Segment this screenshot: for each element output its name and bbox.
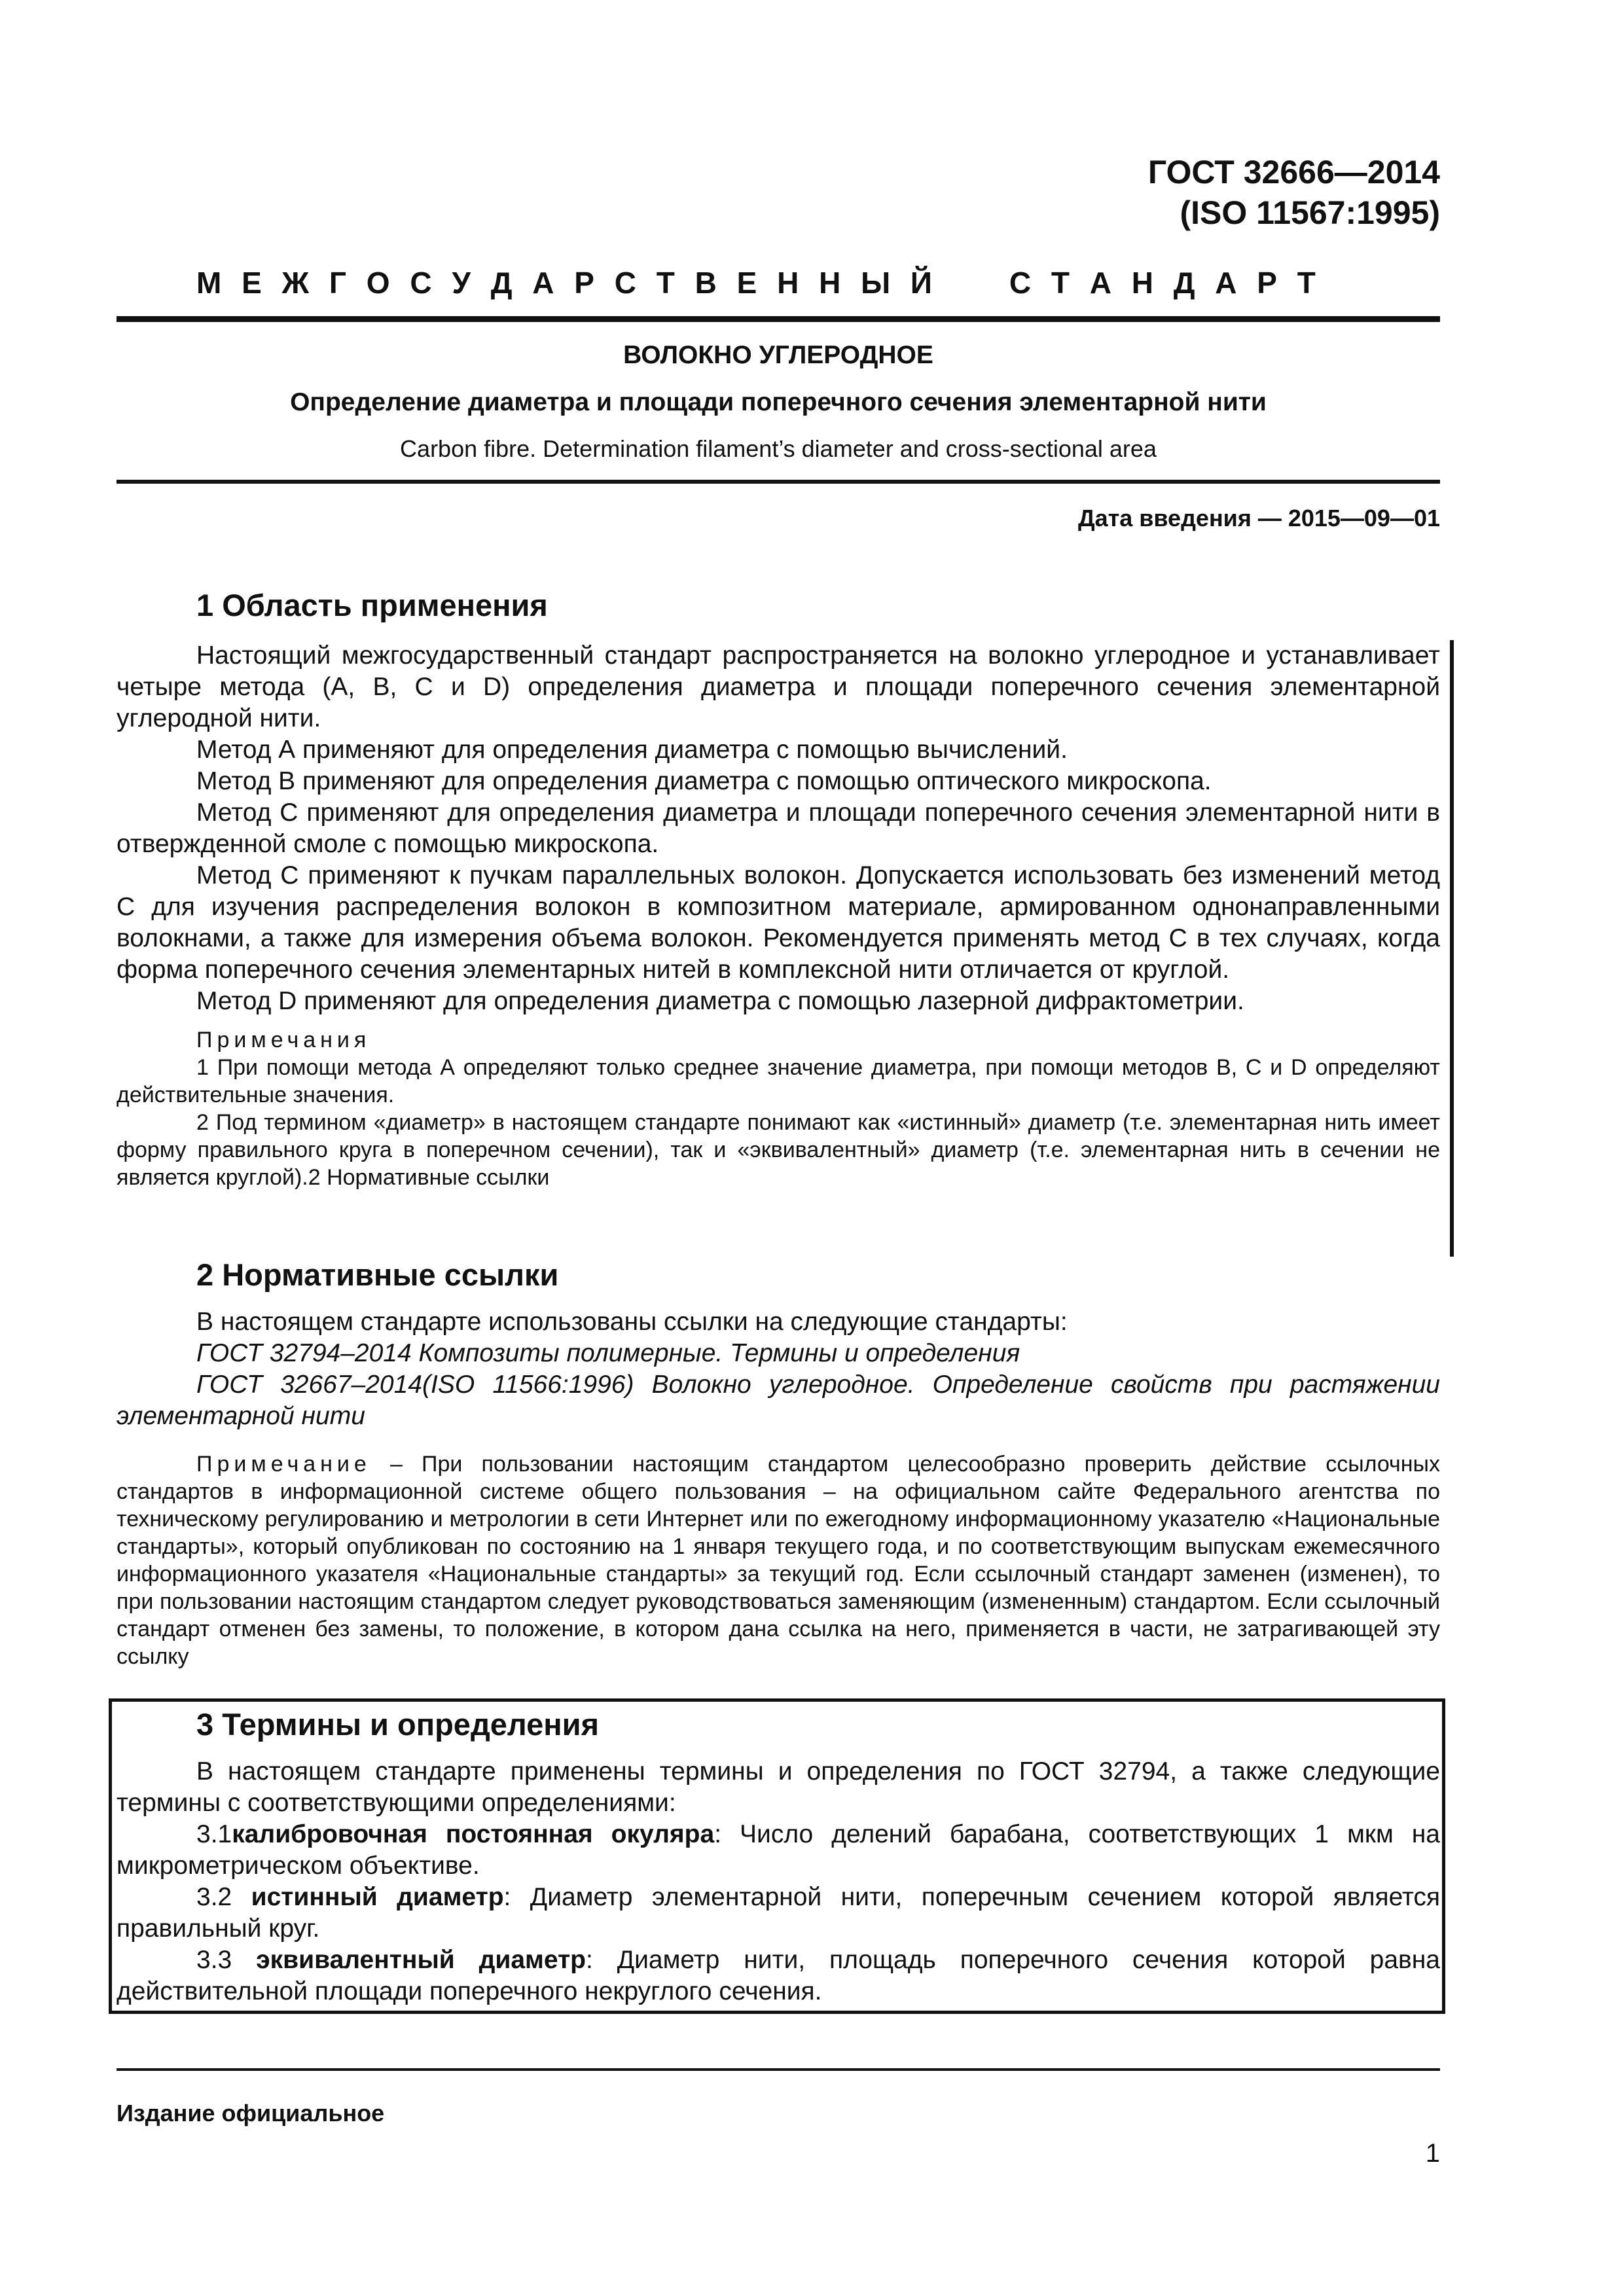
term: калибровочная постоянная окуляра <box>232 1820 715 1848</box>
definition: : Число делений барабана, соответствующих 1 мкм на микрометрическом объективе. <box>117 1820 1440 1880</box>
english-title: Carbon fibre. Determination filament’s diameter and cross-sectional area <box>400 435 1157 462</box>
title-rule <box>117 480 1440 484</box>
footer-rule <box>117 2068 1440 2071</box>
document-subtitle: Определение диаметра и площади поперечного сечения элементарной нити <box>290 388 1267 416</box>
term-definition <box>117 1819 1440 1882</box>
paragraph: В настоящем стандарте применены термины и определения по ГОСТ 32794, а также следующие термины с соответствующими определениями: <box>117 1757 1440 1817</box>
page-number: 1 <box>1425 2139 1440 2168</box>
note: 2 Под термином «диаметр» в настоящем стандарте понимают как «истинный» диаметр (т.е. элементарная нить имеет форму правильного круга в поперечном сечении), так и «эквивалентный» диаметр (т.е. элементарная нить в сечении не является круглой).2 Нормативные ссылки <box>117 1110 1440 1190</box>
note <box>117 1450 1440 1670</box>
reference-item: ГОСТ 32794–2014 Композиты полимерные. Термины и определения <box>196 1339 1020 1367</box>
section-2-heading: 2 Нормативные ссылки <box>196 1257 559 1292</box>
term: истинный диаметр <box>251 1883 504 1911</box>
term-number: 3.2 <box>196 1883 251 1911</box>
term-number: 3.1 <box>196 1820 232 1848</box>
term-definition <box>117 1945 1440 2007</box>
paragraph: Настоящий межгосударственный стандарт распространяется на волокно углеродное и устанавливает четыре метода (А, В, С и D) определения диаметра и площади поперечного сечения элементарной углеродной нити. <box>117 641 1440 732</box>
notes-label: Примечания <box>196 1028 371 1052</box>
paragraph: Метод В применяют для определения диаметра с помощью оптического микроскопа. <box>196 767 1212 795</box>
note-label: Примечание <box>196 1452 371 1477</box>
iso-number: (ISO 11567:1995) <box>1180 194 1440 231</box>
document-title: ВОЛОКНО УГЛЕРОДНОЕ <box>623 341 933 369</box>
section-3-body <box>117 1756 1440 2007</box>
section-1-heading: 1 Область применения <box>196 588 548 622</box>
standard-number: ГОСТ 32666—2014 <box>1147 154 1440 190</box>
section-1-body <box>117 640 1440 1191</box>
term: эквивалентный диаметр <box>256 1946 586 1974</box>
paragraph: Метод А применяют для определения диаметра с помощью вычислений. <box>196 736 1068 764</box>
change-bar <box>1450 640 1454 1257</box>
reference-item: ГОСТ 32667–2014(ISO 11566:1996) Волокно углеродное. Определение свойств при растяжении элементарной нити <box>117 1371 1440 1430</box>
edition-label: Издание официальное <box>117 2100 385 2126</box>
definition: : Диаметр элементарной нити, поперечным сечением которой является правильный круг. <box>117 1883 1441 1943</box>
term-definition <box>117 1882 1440 1945</box>
paragraph: В настоящем стандарте использованы ссылки на следующие стандарты: <box>196 1308 1068 1336</box>
paragraph: Метод С применяют для определения диаметра и площади поперечного сечения элементарной нити в отвержденной смоле с помощью микроскопа. <box>117 798 1440 858</box>
note: 1 При помощи метода А определяют только среднее значение диаметра, при помощи методов В, С и D определяют действительные значения. <box>117 1055 1440 1107</box>
section-2-body <box>117 1306 1440 1670</box>
header-rule-thick <box>117 316 1440 322</box>
definition: : Диаметр нити, площадь поперечного сечения которой равна действительной площади поперечного некруглого сечения. <box>117 1946 1440 2005</box>
interstate-standard-label: М Е Ж Г О С У Д А Р С Т В Е Н Н Ы Й С Т А Н Д А Р Т <box>196 266 1322 300</box>
term-number: 3.3 <box>196 1946 257 1974</box>
paragraph: Метод D применяют для определения диаметра с помощью лазерной дифрактометрии. <box>196 987 1244 1015</box>
note-text: – При пользовании настоящим стандартом целесообразно проверить действие ссылочных стандартов в информационной системе общего пользования – на официальном сайте Федерального агентства по техническому регулированию и метрологии в сети Интернет или по ежегодному информационному указателю «Национальные стандарты», который опубликован по состоянию на 1 января текущего года, и по соответствующим выпускам ежемесячного информационного указателя «Национальные стандарты» за текущий год. Если ссылочный стандарт заменен (изменен), то при пользовании настоящим стандартом следует руководствоваться заменяющим (измененным) стандартом. Если ссылочный стандарт отменен без замены, то положение, в котором дана ссылка на него, применяется в части, не затрагивающей эту ссылку <box>117 1452 1440 1669</box>
paragraph: Метод С применяют к пучкам параллельных волокон. Допускается использовать без изменений метод С для изучения распределения волокон в композитном материале, армированном однонаправленными волокнами, а также для измерения объема волокон. Рекомендуется применять метод С в тех случаях, когда форма поперечного сечения элементарных нитей в комплексной нити отличается от круглой. <box>117 861 1440 984</box>
introduction-date: Дата введения — 2015—09—01 <box>1077 505 1440 531</box>
section-3-heading: 3 Термины и определения <box>196 1707 599 1742</box>
